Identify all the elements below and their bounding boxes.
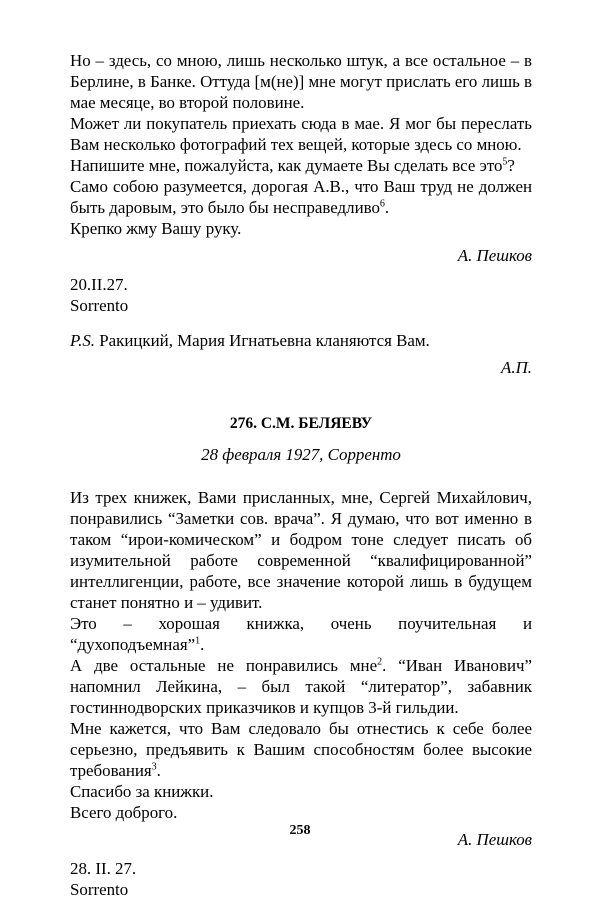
paragraph-text: Но – здесь, со мною, лишь несколько штук, а все остальное – в Берлине, в Банке. Оттуда [м(не)] мне могут прислать его лишь в мае месяце, во второй половине. bbox=[70, 51, 532, 112]
letter-276-date-place: 28 февраля 1927, Сорренто bbox=[201, 445, 401, 464]
letter-276-paragraph-3 bbox=[70, 655, 532, 718]
footnote-marker: 6 bbox=[379, 198, 385, 210]
letter-275-initials: А.П. bbox=[501, 358, 532, 377]
letter-275-paragraph-5 bbox=[70, 218, 532, 239]
letter-275-paragraph-2 bbox=[70, 113, 532, 155]
paragraph-text: Это – хорошая книжка, очень поучительная и “духоподъемная” bbox=[70, 614, 532, 654]
letter-275-place: Sorrento bbox=[70, 296, 129, 315]
letter-276-paragraph-5 bbox=[70, 781, 532, 802]
paragraph-text: Напишите мне, пожалуйста, как думаете Вы сделать все это bbox=[70, 156, 503, 175]
letter-276-paragraph-4 bbox=[70, 718, 532, 781]
paragraph-text-end: . bbox=[156, 761, 161, 780]
paragraph-text-end: . “Иван Иванович” напомнил Лейкина, – был такой “литератор”, забавник гостиннодворских приказчиков и купцов 3-й гильдии. bbox=[70, 656, 532, 717]
paragraph-text: Спасибо за книжки. bbox=[70, 782, 214, 801]
page-number: 258 bbox=[289, 823, 311, 838]
paragraph-text: Крепко жму Вашу руку. bbox=[70, 219, 242, 238]
footnote-marker: 1 bbox=[195, 635, 201, 647]
footnote-marker: 5 bbox=[502, 156, 508, 168]
paragraph-text-end: . bbox=[384, 198, 390, 217]
paragraph-text: А две остальные не понравились мне bbox=[70, 656, 378, 675]
letter-276-paragraph-2 bbox=[70, 613, 532, 655]
letter-275-postscript bbox=[70, 330, 532, 351]
letter-276-signature: А. Пешков bbox=[457, 830, 532, 849]
postscript-label: P.S. bbox=[70, 331, 96, 350]
letter-275-paragraph-1 bbox=[70, 50, 532, 113]
footnote-marker: 2 bbox=[377, 656, 383, 668]
letter-276-date: 28. II. 27. bbox=[70, 859, 137, 878]
letter-275-signature: А. Пешков bbox=[457, 246, 532, 265]
footnote-marker: 3 bbox=[151, 761, 157, 773]
letter-276-place: Sorrento bbox=[70, 880, 129, 899]
postscript-text: Ракицкий, Мария Игнатьевна кланяются Вам. bbox=[95, 331, 430, 350]
paragraph-text: Само собою разумеется, дорогая А.В., что Ваш труд не должен быть даровым, это было бы несправедливо bbox=[70, 177, 532, 217]
paragraph-text: Может ли покупатель приехать сюда в мае. Я мог бы переслать Вам несколько фотографий тех вещей, которые здесь со мною. bbox=[70, 114, 532, 154]
letter-276-paragraph-1 bbox=[70, 487, 532, 613]
letter-275-paragraph-4 bbox=[70, 176, 532, 218]
page-body bbox=[70, 50, 532, 900]
letter-275-paragraph-3 bbox=[70, 155, 532, 176]
paragraph-text: Всего доброго. bbox=[70, 803, 178, 822]
letter-275-date: 20.II.27. bbox=[70, 275, 128, 294]
paragraph-text-end: . bbox=[200, 635, 205, 654]
letter-276-paragraph-6 bbox=[70, 802, 532, 823]
paragraph-text: Мне кажется, что Вам следовало бы отнестись к себе более серьезно, предъявить к Вашим способностям более высокие требования bbox=[70, 719, 532, 780]
paragraph-text: Из трех книжек, Вами присланных, мне, Сергей Михайлович, понравились “Заметки сов. врача”. Я думаю, что вот именно в таком “ирои-комическом” и бодром тоне следует писать об изумительной работе современной “квалифицированной” интеллигенции, работе, все значение которой лишь в будущем станет понятно и – удивит. bbox=[70, 488, 532, 612]
paragraph-text-end: ? bbox=[507, 156, 515, 175]
letter-276-title: 276. С.М. БЕЛЯЕВУ bbox=[229, 415, 373, 432]
